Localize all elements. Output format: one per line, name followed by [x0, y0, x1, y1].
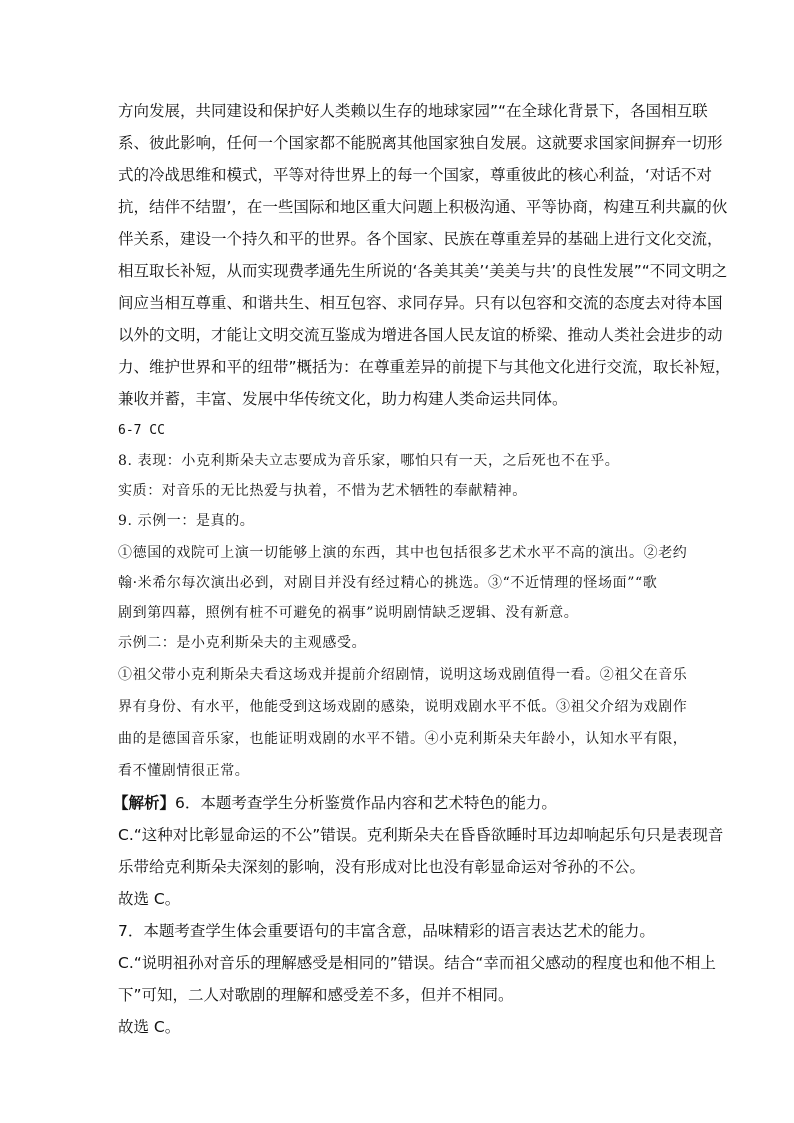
analysis-6-intro: 6．本题考查学生分析鉴赏作品内容和艺术特色的能力。	[175, 794, 557, 812]
answer-9-heading: 9. 示例一：是真的。	[118, 513, 255, 529]
analysis-label: 【解析】	[113, 794, 176, 812]
analysis-7-intro: 7．本题考查学生体会重要语句的丰富含意，品味精彩的语言表达艺术的能力。	[118, 922, 655, 940]
body-text-line: 力、维护世界和平的纽带”概括为：在尊重差异的前提下与其他文化进行交流，取长补短，	[118, 358, 731, 376]
answer-8-text: 8. 表现：小克利斯朵夫立志要成为音乐家，哪怕只有一天，之后死也不在乎。	[118, 453, 620, 469]
analysis-block	[113, 793, 557, 813]
body-text-line: 以外的文明，才能让文明交流互鉴成为增进各国人民友谊的桥梁、推动人类社会进步的动	[118, 326, 723, 344]
answer-9-line: 曲的是德国音乐家，也能证明戏剧的水平不错。④小克利斯朵夫年龄小，认知水平有限，	[118, 731, 688, 747]
answer-9-line: ①德国的戏院可上演一切能够上演的东西，其中也包括很多艺术水平不高的演出。②老约	[118, 545, 688, 561]
answer-9-line: 看不懂剧情很正常。	[118, 763, 250, 779]
body-text-line: 伴关系，建设一个持久和平的世界。各个国家、民族在尊重差异的基础上进行文化交流，	[118, 230, 723, 248]
body-text-line: 间应当相互尊重、和谐共生、相互包容、求同存异。只有以包容和交流的态度去对待本国	[118, 294, 723, 312]
answer-9-example-2: 示例二：是小克利斯朵夫的主观感受。	[118, 635, 367, 651]
analysis-conclusion: 故选 C。	[118, 890, 181, 908]
answer-9-line: 翰·米希尔每次演出必到，对剧目并没有经过精心的挑选。③“不近情理的怪场面”“歌	[118, 575, 658, 591]
body-text-line: 方向发展，共同建设和保护好人类赖以生存的地球家园”“在全球化背景下，各国相互联	[118, 102, 708, 120]
analysis-text-line: C.“这种对比彰显命运的不公”错误。克利斯朵夫在昏昏欲睡时耳边却响起乐句只是表现音	[118, 826, 724, 844]
body-text-line: 系、彼此影响，任何一个国家都不能脱离其他国家独自发展。这就要求国家间摒弃一切形	[118, 134, 723, 152]
analysis-text-line: 下”可知，二人对歌剧的理解和感受差不多，但并不相同。	[118, 986, 514, 1004]
analysis-text-line: 乐带给克利斯朵夫深刻的影响，没有形成对比也没有彰显命运对爷孙的不公。	[118, 858, 646, 876]
body-text-line: 抗，结伴不结盟’，在一些国际和地区重大问题上积极沟通、平等协商，构建互利共赢的伙	[118, 198, 728, 216]
analysis-conclusion: 故选 C。	[118, 1018, 181, 1036]
answer-9-line: 界有身份、有水平，他能受到这场戏剧的感染，说明戏剧水平不低。③祖父介绍为戏剧作	[118, 699, 688, 715]
body-text-line: 相互取长补短，从而实现费孝通先生所说的‘各美其美’‘美美与共’的良性发展”“不同文明之	[118, 262, 728, 280]
answer-6-7: 6-7 CC	[118, 423, 165, 438]
answer-9-line: ①祖父带小克利斯朵夫看这场戏并提前介绍剧情，说明这场戏剧值得一看。②祖父在音乐	[118, 667, 688, 683]
body-text-line: 式的冷战思维和模式，平等对待世界上的每一个国家，尊重彼此的核心利益，‘对话不对	[118, 166, 712, 184]
analysis-text-line: C.“说明祖孙对音乐的理解感受是相同的”错误。结合“幸而祖父感动的程度也和他不相上	[118, 954, 716, 972]
body-text-line: 兼收并蓄，丰富、发展中华传统文化，助力构建人类命运共同体。	[118, 390, 568, 408]
answer-9-line: 剧到第四幕，照例有桩不可避免的祸事”说明剧情缺乏逻辑、没有新意。	[118, 605, 579, 621]
answer-8-essence: 实质：对音乐的无比热爱与执着，不惜为艺术牺牲的奉献精神。	[118, 483, 527, 499]
